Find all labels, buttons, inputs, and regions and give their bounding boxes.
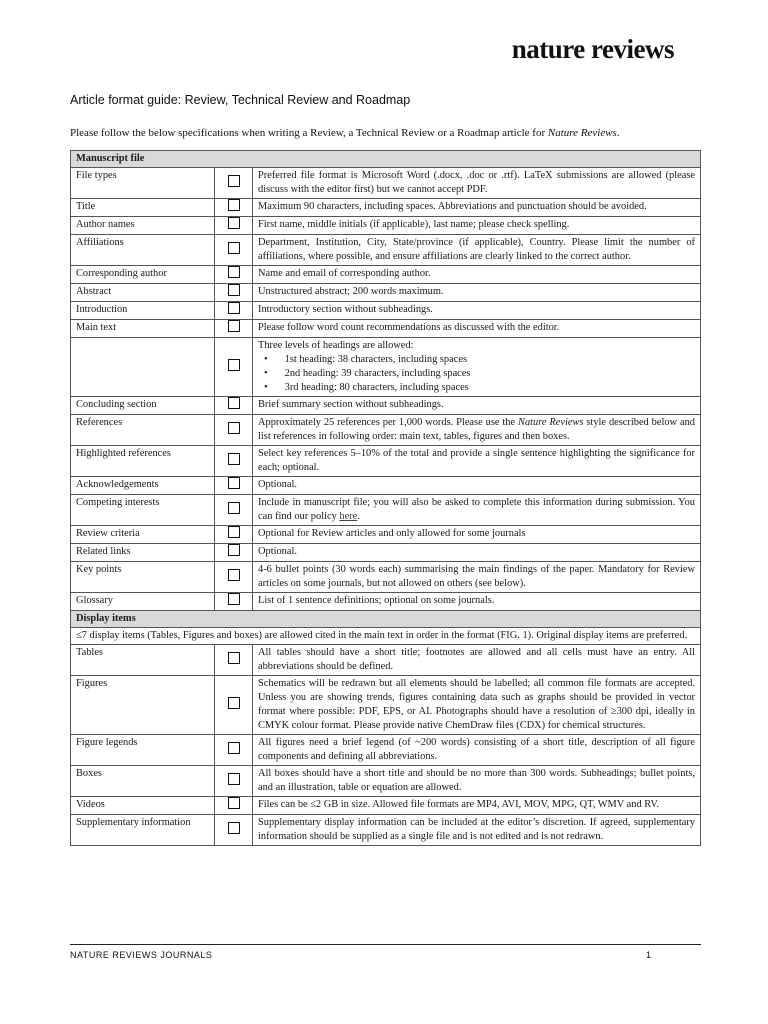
intro-journal-name: Nature Reviews: [547, 127, 617, 139]
row-label: Abstract: [71, 284, 215, 302]
row-description: [253, 766, 701, 797]
row-label: References: [71, 415, 215, 446]
intro-text: Please follow the below specifications when writing a Review, a Technical Review or a Roadmap article for: [70, 127, 548, 139]
section-header: [71, 151, 701, 168]
policy-link[interactable]: here: [339, 511, 358, 522]
row-label: Glossary: [71, 593, 215, 611]
table-row: [71, 815, 701, 846]
checkbox-cell: [215, 415, 253, 446]
row-label: Figures: [71, 676, 215, 735]
description-text: 4-6 bullet points (30 words each) summarising the main findings of the paper. Mandatory for Review articles on some journals, but not allowed on others (see below).: [258, 564, 695, 589]
checkbox[interactable]: [228, 544, 240, 556]
checkbox-cell: [215, 199, 253, 217]
intro-text-end: .: [616, 127, 620, 139]
row-label: Author names: [71, 217, 215, 235]
description-text: All figures need a brief legend (of ~200 words) consisting of a short title, description of all figure components and defining all abbreviations.: [258, 737, 695, 762]
row-description: [253, 562, 701, 593]
description-text: Name and email of corresponding author.: [258, 268, 431, 279]
description-text: style described below and list references in following order: main text, tables, figures and then boxes.: [258, 417, 695, 442]
description-text: First name, middle initials (if applicable), last name; please check spelling.: [258, 219, 570, 230]
checkbox-cell: [215, 217, 253, 235]
section-note: ≤7 display items (Tables, Figures and boxes) are allowed cited in the main text in order in the format (FIG. 1). Original display items are preferred.: [71, 628, 701, 645]
description-text: Preferred file format is Microsoft Word (.docx, .doc or .rtf). LaTeX submissions are allowed (please discuss with the editor first) but we cannot accept PDF.: [258, 170, 695, 195]
checkbox-cell: [215, 338, 253, 397]
description-text: Approximately 25 references per 1,000 words. Please use the: [258, 417, 519, 428]
row-label: Competing interests: [71, 495, 215, 526]
section-title: Manuscript file: [71, 151, 701, 168]
journal-name: Nature Reviews: [518, 417, 584, 428]
table-row: [71, 446, 701, 477]
table-row: [71, 544, 701, 562]
checkbox-cell: [215, 266, 253, 284]
checkbox-cell: [215, 735, 253, 766]
footer-divider: [70, 944, 701, 945]
checkbox[interactable]: [228, 569, 240, 581]
checkbox[interactable]: [228, 359, 240, 371]
row-label: Review criteria: [71, 526, 215, 544]
checkbox-cell: [215, 766, 253, 797]
table-row: [71, 415, 701, 446]
checkbox-cell: [215, 544, 253, 562]
table-row: [71, 320, 701, 338]
row-description: [253, 544, 701, 562]
table-row: [71, 526, 701, 544]
row-description: [253, 397, 701, 415]
description-text: Supplementary display information can be included at the editor’s discretion. If agreed, supplementary information should be supplied as a single file and is not edited and is not redrawn.: [258, 817, 695, 842]
description-text: Please follow word count recommendations as discussed with the editor.: [258, 322, 560, 333]
checkbox-cell: [215, 477, 253, 495]
checkbox[interactable]: [228, 477, 240, 489]
table-row: [71, 168, 701, 199]
row-label: Title: [71, 199, 215, 217]
row-label: Main text: [71, 320, 215, 338]
checkbox[interactable]: [228, 199, 240, 211]
checkbox[interactable]: [228, 175, 240, 187]
section-title: Display items: [71, 611, 701, 628]
description-text: Files can be ≤2 GB in size. Allowed file formats are MP4, AVI, MOV, MPG, QT, WMV and RV.: [258, 799, 660, 810]
row-description: [253, 815, 701, 846]
checkbox-cell: [215, 397, 253, 415]
checkbox[interactable]: [228, 217, 240, 229]
row-description: [253, 338, 701, 397]
row-label: Key points: [71, 562, 215, 593]
checkbox-cell: [215, 676, 253, 735]
row-description: [253, 302, 701, 320]
checkbox-cell: [215, 235, 253, 266]
page-title: Article format guide: Review, Technical Review and Roadmap: [70, 93, 411, 107]
table-row: [71, 199, 701, 217]
description-text-end: .: [357, 511, 360, 522]
row-label: Concluding section: [71, 397, 215, 415]
row-label: Boxes: [71, 766, 215, 797]
row-description: [253, 284, 701, 302]
table-row: [71, 302, 701, 320]
row-description: [253, 645, 701, 676]
row-label: Affiliations: [71, 235, 215, 266]
checkbox[interactable]: [228, 742, 240, 754]
heading-level-item: • 1st heading: 38 characters, including spaces: [258, 353, 695, 367]
description-text: Maximum 90 characters, including spaces. Abbreviations and punctuation should be avoided.: [258, 201, 647, 212]
table-row: [71, 217, 701, 235]
checkbox-cell: [215, 562, 253, 593]
checkbox[interactable]: [228, 320, 240, 332]
row-description: [253, 477, 701, 495]
description-text: Include in manuscript file; you will also be asked to complete this information during submission. You can find our policy: [258, 497, 695, 522]
checkbox-cell: [215, 320, 253, 338]
heading-level-item: • 2nd heading: 39 characters, including spaces: [258, 367, 695, 381]
footer-journal-name: NATURE REVIEWS JOURNALS: [70, 950, 213, 960]
checkbox[interactable]: [228, 284, 240, 296]
table-row: [71, 477, 701, 495]
row-description: [253, 593, 701, 611]
checkbox[interactable]: [228, 773, 240, 785]
table-row: [71, 495, 701, 526]
table-row: [71, 562, 701, 593]
table-row: [71, 397, 701, 415]
table-row: [71, 593, 701, 611]
table-row: [71, 266, 701, 284]
description-text: Select key references 5–10% of the total and provide a single sentence highlighting the significance for each; optional.: [258, 448, 695, 473]
row-label: Related links: [71, 544, 215, 562]
row-description: [253, 676, 701, 735]
table-row: [71, 735, 701, 766]
section-header: [71, 611, 701, 628]
row-label: Figure legends: [71, 735, 215, 766]
checkbox[interactable]: [228, 422, 240, 434]
row-label: Tables: [71, 645, 215, 676]
row-label: Introduction: [71, 302, 215, 320]
description-text: Brief summary section without subheadings.: [258, 399, 444, 410]
table-row: [71, 235, 701, 266]
row-description: [253, 526, 701, 544]
checkbox-cell: [215, 302, 253, 320]
row-description: [253, 735, 701, 766]
intro-paragraph: [70, 127, 620, 139]
row-description: [253, 797, 701, 815]
checkbox-cell: [215, 815, 253, 846]
checkbox[interactable]: [228, 397, 240, 409]
row-description: [253, 415, 701, 446]
footer-page-number: 1: [646, 950, 652, 960]
table-row: [71, 676, 701, 735]
row-label: [71, 338, 215, 397]
checkbox[interactable]: [228, 697, 240, 709]
row-label: Supplementary information: [71, 815, 215, 846]
row-description: [253, 217, 701, 235]
checkbox-cell: [215, 446, 253, 477]
description-text: Schematics will be redrawn but all elements should be labelled; all common file formats are accepted. Unless you are showing trends, figures containing data such as graphs should be provided in vector format where possible: PDF, EPS, or AI. Photographs should have a resolution of ≥300 dpi, ideally in CMYK colour format. Please provide native ChemDraw files (CDX) for chemical structures.: [258, 678, 695, 731]
row-label: Videos: [71, 797, 215, 815]
checkbox[interactable]: [228, 502, 240, 514]
checkbox-cell: [215, 495, 253, 526]
checkbox-cell: [215, 593, 253, 611]
checkbox[interactable]: [228, 526, 240, 538]
checkbox-cell: [215, 526, 253, 544]
brand-logo: nature reviews: [511, 34, 674, 64]
row-description: [253, 235, 701, 266]
row-description: [253, 446, 701, 477]
table-row: [71, 284, 701, 302]
checkbox[interactable]: [228, 302, 240, 314]
format-guide-table: [70, 150, 701, 846]
checkbox-cell: [215, 645, 253, 676]
row-description: [253, 495, 701, 526]
checkbox-cell: [215, 284, 253, 302]
row-label: Highlighted references: [71, 446, 215, 477]
checkbox-cell: [215, 797, 253, 815]
description-text: All tables should have a short title; footnotes are allowed and all cells must have an entry. All abbreviations should be defined.: [258, 647, 695, 672]
table-row: [71, 797, 701, 815]
checkbox[interactable]: [228, 242, 240, 254]
description-text: Three levels of headings are allowed:: [258, 340, 414, 351]
table-row: [71, 766, 701, 797]
description-text: List of 1 sentence definitions; optional on some journals.: [258, 595, 495, 606]
description-text: Optional.: [258, 479, 297, 490]
checkbox[interactable]: [228, 266, 240, 278]
checkbox[interactable]: [228, 453, 240, 465]
checkbox[interactable]: [228, 822, 240, 834]
description-text: Optional for Review articles and only allowed for some journals: [258, 528, 526, 539]
checkbox-cell: [215, 168, 253, 199]
row-label: Acknowledgements: [71, 477, 215, 495]
row-description: [253, 199, 701, 217]
description-text: Unstructured abstract; 200 words maximum.: [258, 286, 444, 297]
checkbox[interactable]: [228, 593, 240, 605]
row-label: Corresponding author: [71, 266, 215, 284]
row-description: [253, 168, 701, 199]
description-text: Introductory section without subheadings.: [258, 304, 433, 315]
section-note-row: [71, 628, 701, 645]
row-description: [253, 320, 701, 338]
table-row: [71, 645, 701, 676]
row-description: [253, 266, 701, 284]
row-label: File types: [71, 168, 215, 199]
checkbox[interactable]: [228, 797, 240, 809]
table-row: [71, 338, 701, 397]
description-text: All boxes should have a short title and should be no more than 300 words. Subheadings; bullet points, and an illustration, table or equation are allowed.: [258, 768, 695, 793]
description-text: Department, Institution, City, State/province (if applicable), Country. Please limit the number of affiliations, where possible, and ensure affiliations are clearly linked to the correct author.: [258, 237, 695, 262]
description-text: Optional.: [258, 546, 297, 557]
checkbox[interactable]: [228, 652, 240, 664]
heading-level-item: • 3rd heading: 80 characters, including spaces: [258, 381, 695, 395]
